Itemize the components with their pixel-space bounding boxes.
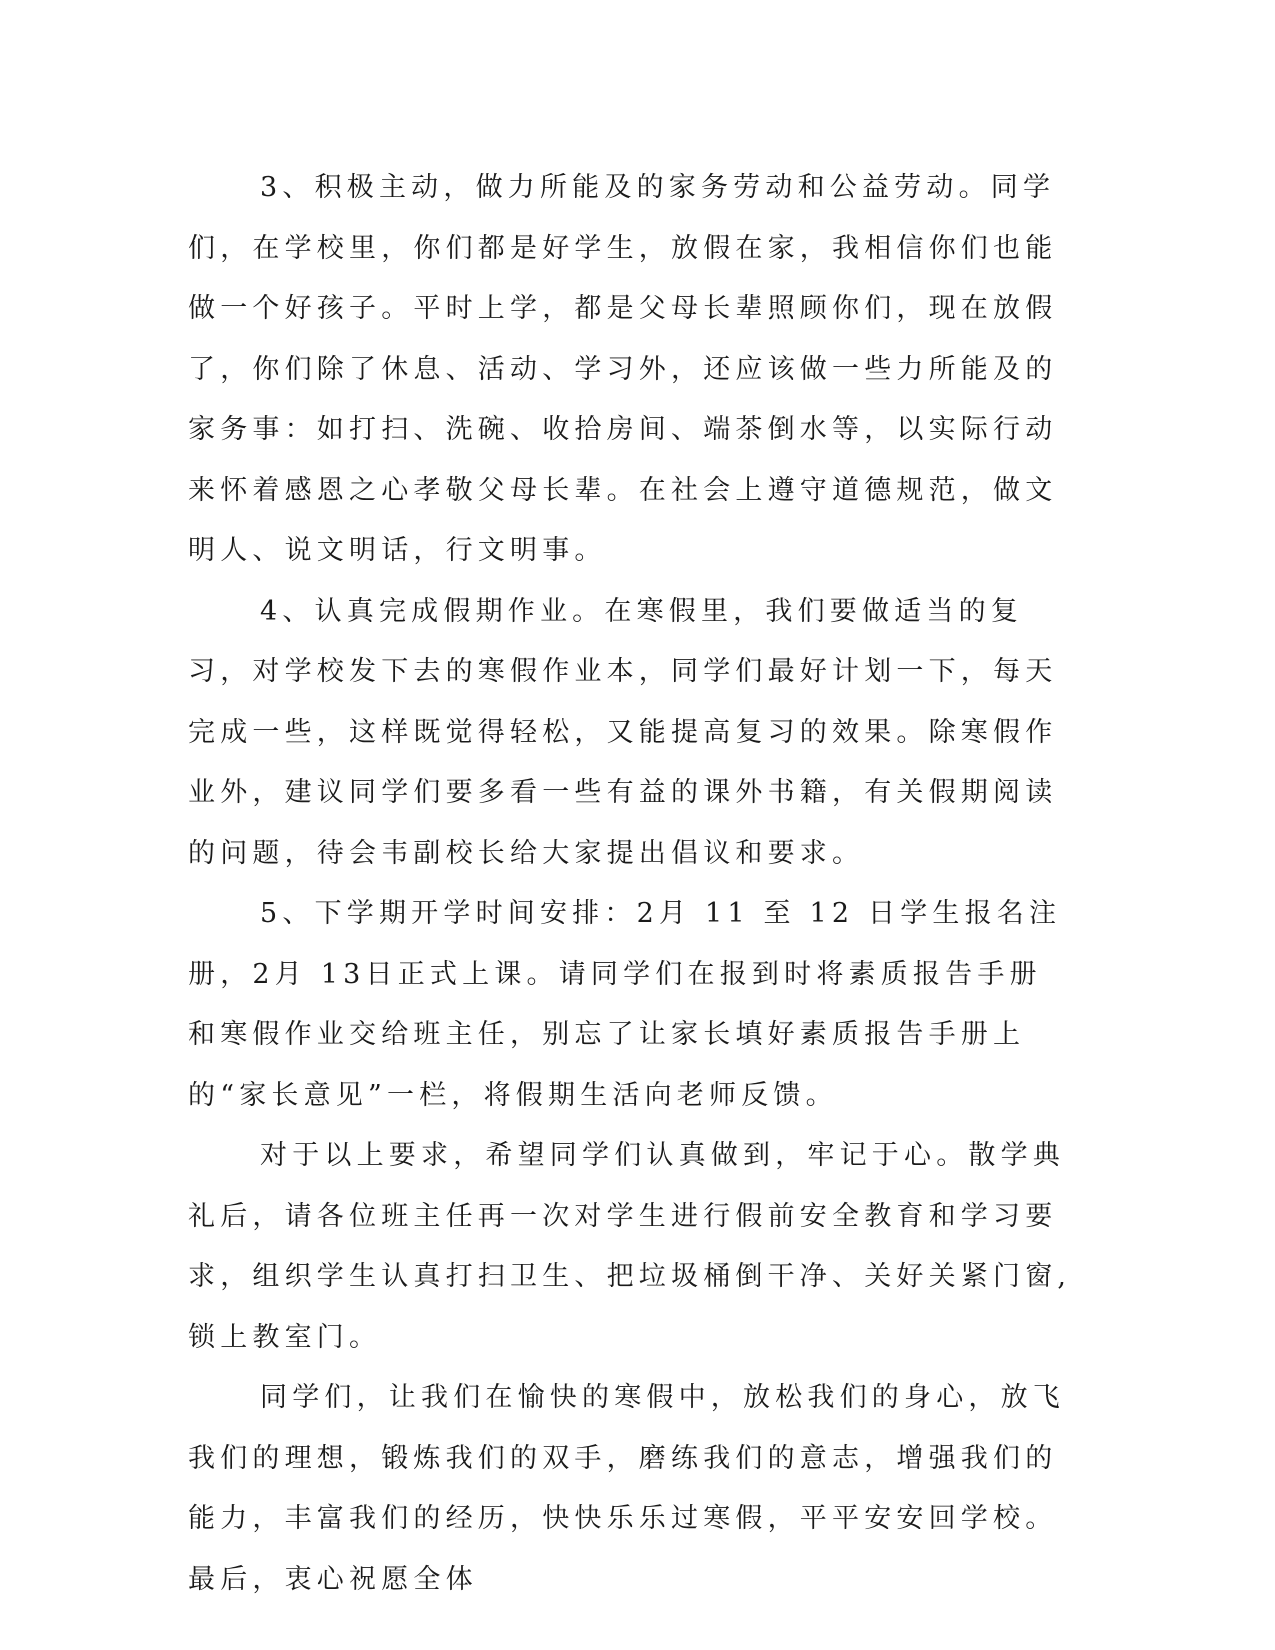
paragraph-requirements: 对于以上要求，希望同学们认真做到，牢记于心。散学典礼后，请各位班主任再一次对学生进行假前安全教育和学习要求，组织学生认真打扫卫生、把垃圾桶倒干净、关好关紧门窗,锁上教室门。 bbox=[188, 1140, 1072, 1353]
paragraph-closing-wishes: 同学们，让我们在愉快的寒假中，放松我们的身心，放飞我们的理想，锻炼我们的双手，磨练我们的意志，增强我们的能力，丰富我们的经历，快快乐乐过寒假，平平安安回学校。最后，衷心祝愿全体 bbox=[188, 1382, 1065, 1595]
paragraph-item-3-housework: 3、积极主动，做力所能及的家务劳动和公益劳动。同学们，在学校里，你们都是好学生，放假在家，我相信你们也能做一个好孩子。平时上学，都是父母长辈照顾你们，现在放假了，你们除了休息、活动、学习外，还应该做一些力所能及的家务事：如打扫、洗碗、收拾房间、端茶倒水等，以实际行动来怀着感恩之心孝敬父母长辈。在社会上遵守道德规范，做文明人、说文明话，行文明事。 bbox=[188, 172, 1058, 566]
paragraph-item-4-homework: 4、认真完成假期作业。在寒假里，我们要做适当的复习，对学校发下去的寒假作业本，同学们最好计划一下，每天完成一些，这样既觉得轻松，又能提高复习的效果。除寒假作业外，建议同学们要多看一些有益的课外书籍，有关假期阅读的问题，待会韦副校长给大家提出倡议和要求。 bbox=[188, 595, 1058, 869]
document-body bbox=[188, 158, 1073, 1610]
paragraph-item-5-schedule: 5、下学期开学时间安排：2月 11 至 12 日学生报名注册，2月 13日正式上课。请同学们在报到时将素质报告手册和寒假作业交给班主任，别忘了让家长填好素质报告手册上的“家长意见”一栏，将假期生活向老师反馈。 bbox=[188, 898, 1062, 1111]
